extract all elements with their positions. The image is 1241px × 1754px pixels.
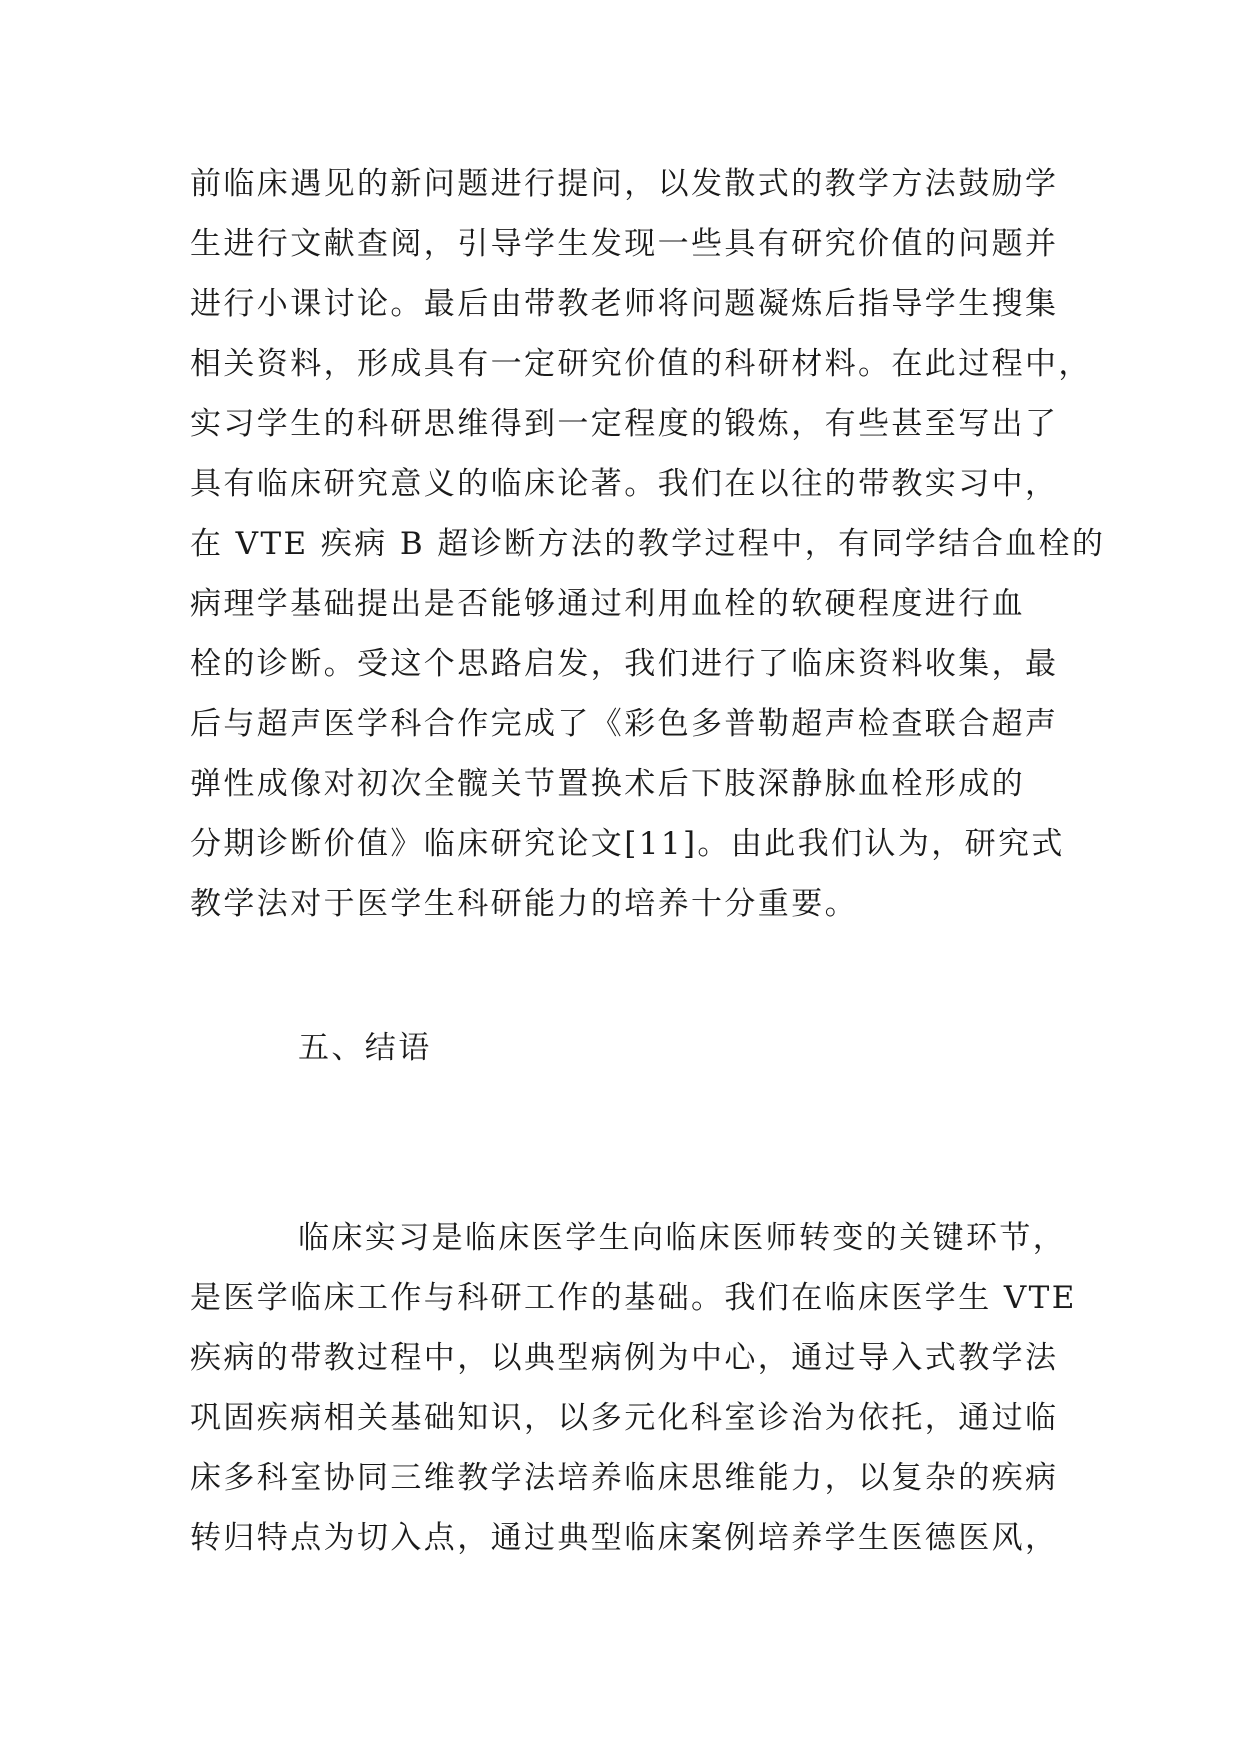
paragraph-line: 进行小课讨论。最后由带教老师将问题凝炼后指导学生搜集 [190, 286, 1059, 322]
paragraph-line: 前临床遇见的新问题进行提问，以发散式的教学方法鼓励学 [190, 166, 1059, 202]
paragraph-line: 弹性成像对初次全髋关节置换术后下肢深静脉血栓形成的 [190, 766, 1025, 802]
paragraph-line: 在 VTE 疾病 B 超诊断方法的教学过程中，有同学结合血栓的 [190, 526, 1106, 562]
paragraph-line: 是医学临床工作与科研工作的基础。我们在临床医学生 VTE [190, 1280, 1077, 1316]
paragraph-line: 具有临床研究意义的临床论著。我们在以往的带教实习中， [190, 466, 1059, 502]
paragraph-line: 教学法对于医学生科研能力的培养十分重要。 [190, 886, 858, 922]
paragraph-line: 床多科室协同三维教学法培养临床思维能力，以复杂的疾病 [190, 1460, 1059, 1496]
section-heading: 五、结语 [298, 1030, 432, 1066]
paragraph-line: 生进行文献查阅，引导学生发现一些具有研究价值的问题并 [190, 226, 1059, 262]
paragraph-line: 转归特点为切入点，通过典型临床案例培养学生医德医风， [190, 1520, 1059, 1556]
body-paragraph [190, 154, 1106, 934]
paragraph-line: 分期诊断价值》临床研究论文[11]。由此我们认为，研究式 [190, 826, 1065, 862]
paragraph-line: 巩固疾病相关基础知识，以多元化科室诊治为依托，通过临 [190, 1400, 1059, 1436]
paragraph-line: 临床实习是临床医学生向临床医师转变的关键环节， [298, 1220, 1067, 1256]
body-paragraph [190, 1208, 1077, 1568]
paragraph-line: 后与超声医学科合作完成了《彩色多普勒超声检查联合超声 [190, 706, 1059, 742]
paragraph-line: 疾病的带教过程中，以典型病例为中心，通过导入式教学法 [190, 1340, 1059, 1376]
paragraph-line: 相关资料，形成具有一定研究价值的科研材料。在此过程中， [190, 346, 1092, 382]
paragraph-line: 病理学基础提出是否能够通过利用血栓的软硬程度进行血 [190, 586, 1025, 622]
paragraph-line: 实习学生的科研思维得到一定程度的锻炼，有些甚至写出了 [190, 406, 1059, 442]
paragraph-line: 栓的诊断。受这个思路启发，我们进行了临床资料收集，最 [190, 646, 1059, 682]
